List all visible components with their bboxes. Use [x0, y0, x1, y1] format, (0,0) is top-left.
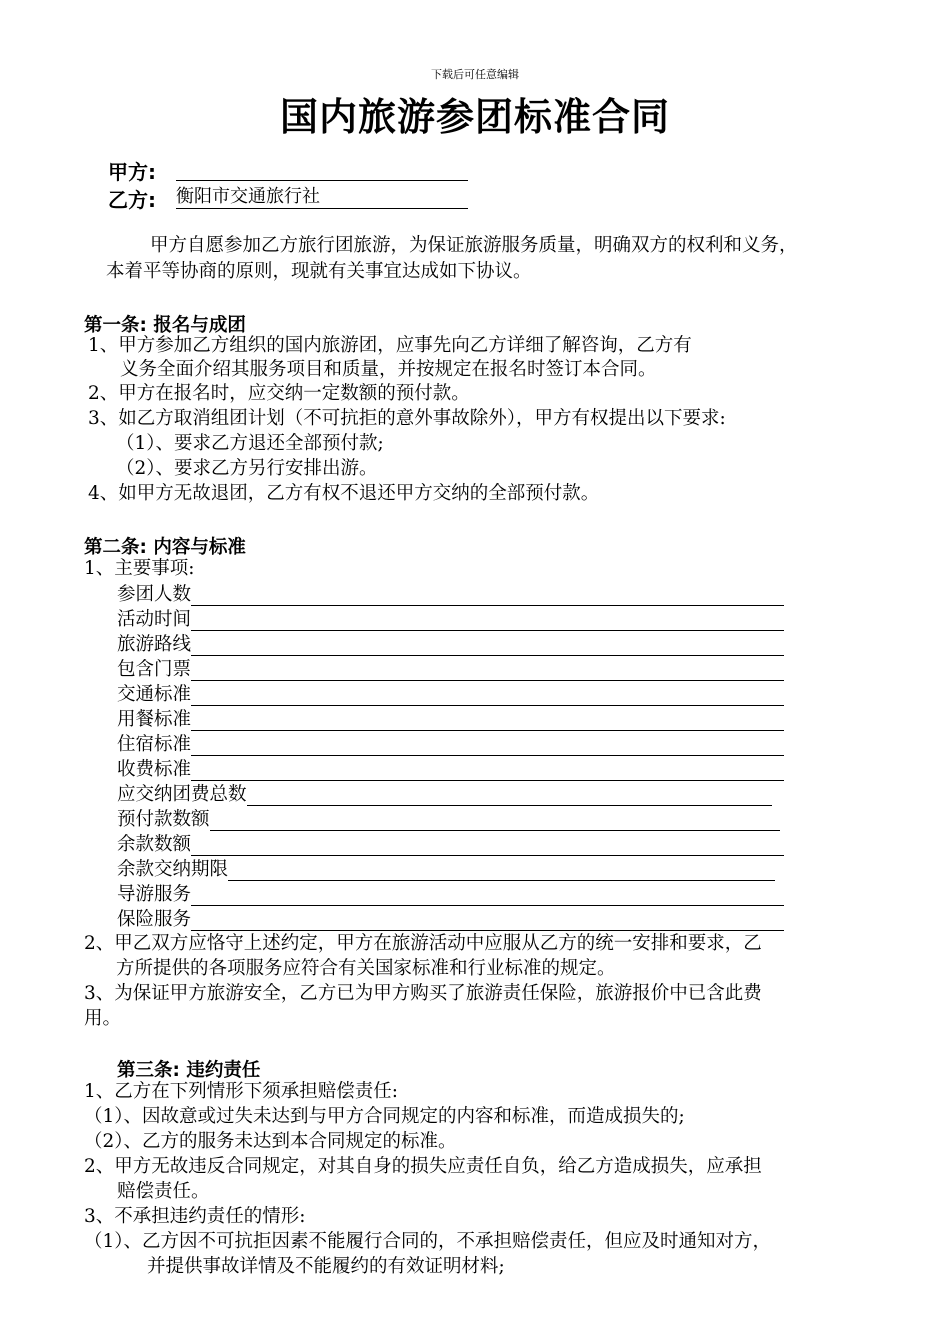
article-1-line: 义务全面介绍其服务项目和质量，并按规定在报名时签订本合同。 [120, 359, 657, 380]
form-row-label: 余款交纳期限 [117, 859, 229, 880]
intro-line-1: 甲方自愿参加乙方旅行团旅游，为保证旅游服务质量，明确双方的权利和义务， [150, 235, 798, 256]
form-row-blank[interactable] [191, 760, 784, 781]
party-a-label: 甲方: [108, 160, 156, 184]
article-2-line: 用。 [84, 1008, 122, 1029]
party-b-field[interactable]: 衡阳市交通旅行社 [176, 186, 468, 209]
form-row-label: 余款数额 [117, 834, 192, 855]
intro-line-2: 本着平等协商的原则，现就有关事宜达成如下协议。 [106, 261, 532, 282]
document-title: 国内旅游参团标准合同 [279, 95, 670, 139]
article-3-line: 3、不承担违约责任的情形: [84, 1206, 306, 1227]
form-row-blank[interactable] [191, 685, 784, 706]
form-row-meals[interactable] [117, 706, 784, 731]
form-row-label: 包含门票 [117, 659, 192, 680]
header-note: 下载后可任意编辑 [431, 68, 519, 81]
form-row-blank[interactable] [191, 660, 784, 681]
article-1-line: （1）、要求乙方退还全部预付款; [116, 433, 384, 454]
form-row-insurance[interactable] [117, 906, 784, 931]
form-row-lodging[interactable] [117, 731, 784, 756]
form-row-blank[interactable] [191, 910, 784, 931]
article-1-line: 1、甲方参加乙方组织的国内旅游团，应事先向乙方详细了解咨询，乙方有 [88, 335, 692, 356]
form-row-label: 应交纳团费总数 [117, 784, 247, 805]
form-row-blank[interactable] [191, 735, 784, 756]
article-2-line: 2、甲乙双方应恪守上述约定，甲方在旅游活动中应服从乙方的统一安排和要求，乙 [84, 933, 762, 954]
form-row-guide[interactable] [117, 881, 784, 906]
form-row-balance-deadline[interactable] [117, 856, 775, 881]
article-2-heading: 第二条: 内容与标准 [84, 537, 246, 558]
form-row-blank[interactable] [191, 585, 784, 606]
form-row-blank[interactable] [191, 835, 784, 856]
article-3-line: （1）、因故意或过失未达到与甲方合同规定的内容和标准，而造成损失的; [84, 1106, 685, 1127]
article-3-line: （2）、乙方的服务未达到本合同规定的标准。 [84, 1131, 457, 1152]
form-row-route[interactable] [117, 631, 784, 656]
form-row-blank[interactable] [191, 885, 784, 906]
form-row-tickets[interactable] [117, 656, 784, 681]
form-row-blank[interactable] [191, 635, 784, 656]
form-row-blank[interactable] [210, 810, 780, 831]
article-2-line: 3、为保证甲方旅游安全，乙方已为甲方购买了旅游责任保险，旅游报价中已含此费 [84, 983, 762, 1004]
party-a-field[interactable] [176, 158, 468, 181]
form-row-label: 收费标准 [117, 759, 192, 780]
article-1-line: 2、甲方在报名时，应交纳一定数额的预付款。 [88, 383, 470, 404]
article-3-line: （1）、乙方因不可抗拒因素不能履行合同的，不承担赔偿责任，但应及时通知对方， [84, 1231, 772, 1252]
form-row-label: 活动时间 [117, 609, 192, 630]
article-3-line: 并提供事故详情及不能履约的有效证明材料; [147, 1256, 505, 1277]
article-2-intro: 1、主要事项: [84, 558, 195, 579]
form-row-label: 参团人数 [117, 584, 192, 605]
article-3-heading: 第三条: 违约责任 [117, 1060, 261, 1081]
form-row-label: 保险服务 [117, 909, 192, 930]
article-1-heading: 第一条: 报名与成团 [84, 315, 246, 336]
party-b-label: 乙方: [108, 188, 156, 212]
form-row-deposit[interactable] [117, 806, 780, 831]
article-1-line: 3、如乙方取消组团计划（不可抗拒的意外事故除外），甲方有权提出以下要求: [88, 408, 726, 429]
article-3-line: 1、乙方在下列情形下须承担赔偿责任: [84, 1081, 399, 1102]
article-1-line: 4、如甲方无故退团，乙方有权不退还甲方交纳的全部预付款。 [88, 483, 600, 504]
article-1-line: （2）、要求乙方另行安排出游。 [116, 458, 378, 479]
article-3-line: 赔偿责任。 [117, 1181, 210, 1202]
form-row-fees[interactable] [117, 756, 784, 781]
form-row-transport[interactable] [117, 681, 784, 706]
article-3-line: 2、甲方无故违反合同规定，对其自身的损失应责任自负，给乙方造成损失，应承担 [84, 1156, 762, 1177]
form-row-label: 导游服务 [117, 884, 192, 905]
form-row-label: 交通标准 [117, 684, 192, 705]
form-row-blank[interactable] [228, 860, 775, 881]
form-row-label: 旅游路线 [117, 634, 192, 655]
form-row-blank[interactable] [247, 785, 772, 806]
form-row-label: 用餐标准 [117, 709, 192, 730]
form-row-label: 住宿标准 [117, 734, 192, 755]
article-2-line: 方所提供的各项服务应符合有关国家标准和行业标准的规定。 [116, 958, 616, 979]
form-row-blank[interactable] [191, 610, 784, 631]
form-row-participants[interactable] [117, 581, 784, 606]
form-row-total-fee[interactable] [117, 781, 772, 806]
form-row-activity-time[interactable] [117, 606, 784, 631]
form-row-label: 预付款数额 [117, 809, 210, 830]
form-row-blank[interactable] [191, 710, 784, 731]
form-row-balance[interactable] [117, 831, 784, 856]
